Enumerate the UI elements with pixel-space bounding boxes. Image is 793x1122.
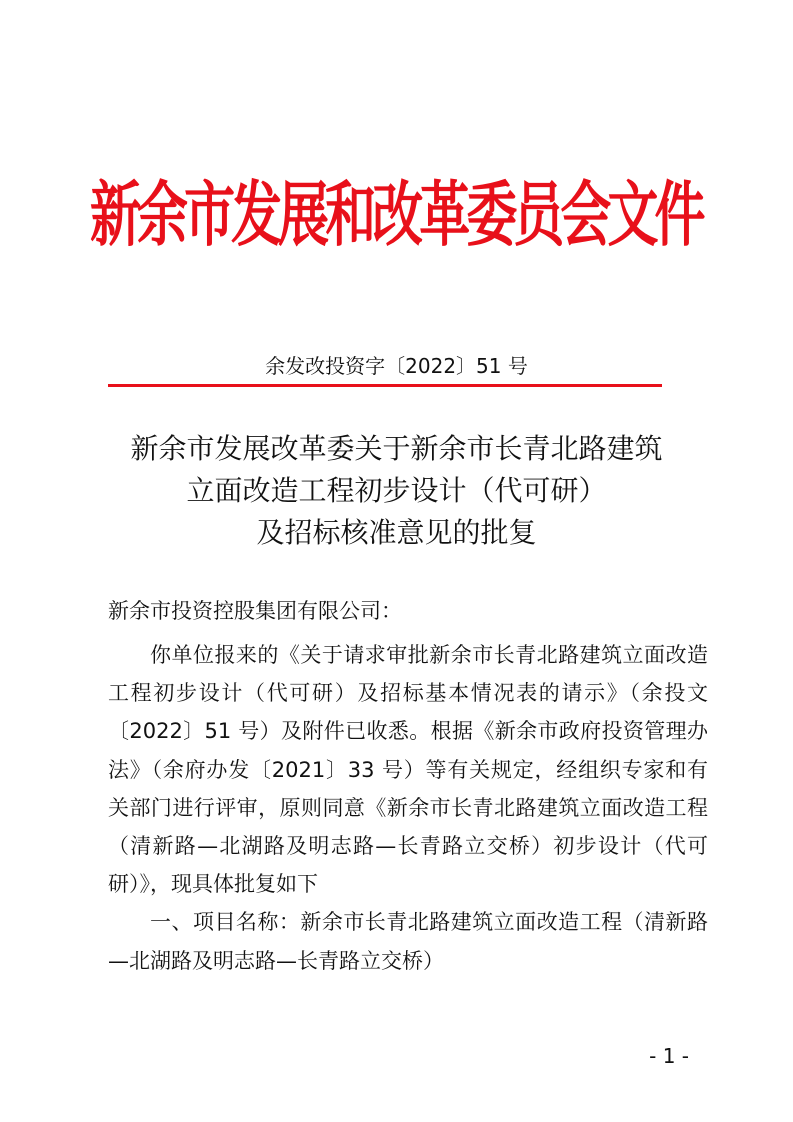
body-line: —北湖路及明志路—长青路立交桥） — [108, 948, 444, 973]
body-line: 你单位报来的《关于请求审批新余市长青北路建筑立面改造 — [150, 643, 708, 667]
body-line: 工程初步设计（代可研）及招标基本情况表的请示》（余投文 — [108, 681, 708, 706]
body-line: 关部门进行评审，原则同意《新余市长青北路建筑立面改造工程 — [108, 795, 708, 820]
red-divider-line — [108, 384, 662, 387]
body-line: 〔2022〕51 号）及附件已收悉。根据《新余市政府投资管理办 — [108, 719, 708, 744]
body-line: 一、项目名称：新余市长青北路建筑立面改造工程（清新路 — [150, 910, 708, 935]
subject-line: 新余市发展改革委关于新余市长青北路建筑 — [130, 432, 663, 465]
subject-line: 及招标核准意见的批复 — [256, 516, 537, 549]
body-text — [108, 636, 708, 980]
body-line: （清新路—北湖路及明志路—长青路立交桥）初步设计（代可 — [108, 834, 708, 859]
document-header-title: 新余市发展和改革委员会文件 — [90, 174, 702, 257]
addressee: 新余市投资控股集团有限公司： — [108, 599, 402, 623]
document-number: 余发改投资字〔2022〕51 号 — [265, 354, 528, 378]
page-number: - 1 - — [649, 1044, 689, 1068]
document-subject — [0, 428, 793, 554]
body-line: 研）》，现具体批复如下 — [108, 872, 318, 897]
subject-line: 立面改造工程初步设计（代可研） — [186, 474, 607, 507]
body-line: 法》（余府办发〔2021〕33 号）等有关规定，经组织专家和有 — [108, 757, 708, 782]
